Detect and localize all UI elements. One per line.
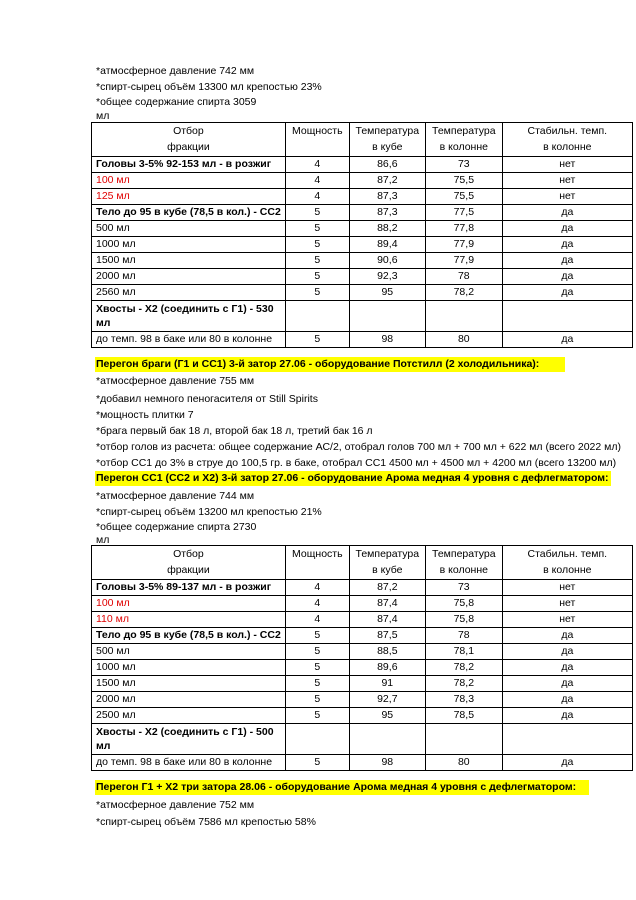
cube-temp-cell: 87,3	[349, 205, 425, 221]
table-row-tails	[92, 724, 633, 755]
cube-temp-cell: 92,3	[349, 269, 425, 285]
power-cell: 5	[285, 332, 349, 348]
fraction-cell: 100 мл	[92, 596, 286, 612]
tails-cell: Хвосты - Х2 (соединить с Г1) - 530 мл	[92, 301, 286, 332]
fraction-cell: 110 мл	[92, 612, 286, 628]
header-column-temp: Температура в колонне	[425, 546, 502, 580]
table-row	[92, 644, 633, 660]
stable-cell: да	[502, 221, 632, 237]
table-row-last	[92, 755, 633, 771]
stable-cell: да	[502, 269, 632, 285]
power-cell: 5	[285, 708, 349, 724]
section-title-aroma-2: Перегон Г1 + Х2 три затора 28.06 - оборудование Арома медная 4 уровня с дефлегматором:	[95, 780, 589, 795]
fraction-cell: 500 мл	[92, 644, 286, 660]
cube-temp-cell: 87,4	[349, 612, 425, 628]
fraction-cell: Головы 3-5% 92-153 мл - в розжиг	[92, 157, 286, 173]
power-cell: 5	[285, 221, 349, 237]
cube-temp-cell: 89,4	[349, 237, 425, 253]
stable-cell: да	[502, 237, 632, 253]
table-row	[92, 708, 633, 724]
table-row	[92, 205, 633, 221]
power-cell: 5	[285, 205, 349, 221]
stable-cell: да	[502, 676, 632, 692]
power-cell: 4	[285, 580, 349, 596]
table-row-last	[92, 332, 633, 348]
cube-temp-cell: 90,6	[349, 253, 425, 269]
fraction-cell: 1000 мл	[92, 660, 286, 676]
column-temp-cell: 77,9	[425, 237, 502, 253]
cube-temp-cell: 87,5	[349, 628, 425, 644]
power-cell: 5	[285, 644, 349, 660]
fraction-cell: 1500 мл	[92, 676, 286, 692]
power-cell: 5	[285, 692, 349, 708]
note-pressure-2: *атмосферное давление 755 мм	[96, 375, 255, 387]
stable-cell: нет	[502, 173, 632, 189]
cube-temp-cell: 98	[349, 332, 425, 348]
fraction-cell: 1500 мл	[92, 253, 286, 269]
column-temp-cell: 78,1	[425, 644, 502, 660]
column-temp-cell: 75,8	[425, 612, 502, 628]
power-cell: 4	[285, 596, 349, 612]
stable-cell: да	[502, 253, 632, 269]
header-cube-temp: Температура в кубе	[349, 123, 425, 157]
power-cell: 5	[285, 755, 349, 771]
fraction-cell: 100 мл	[92, 173, 286, 189]
note-raw-volume-4: *спирт-сырец объём 7586 мл крепостью 58%	[96, 816, 316, 828]
fraction-cell: Головы 3-5% 89-137 мл - в розжиг	[92, 580, 286, 596]
stable-cell: да	[502, 708, 632, 724]
note-raw-volume-1: *спирт-сырец объём 13300 мл крепостью 23%	[96, 81, 322, 93]
cube-temp-cell: 89,6	[349, 660, 425, 676]
power-cell: 5	[285, 285, 349, 301]
note-antifoam: *добавил немного пеногасителя от Still Spirits	[96, 393, 318, 405]
distillation-table-2	[91, 545, 633, 771]
header-stable-temp: Стабильн. темп. в колонне	[502, 123, 632, 157]
table-row	[92, 157, 633, 173]
fraction-cell: Тело до 95 в кубе (78,5 в кол.) - СС2	[92, 628, 286, 644]
stable-cell: да	[502, 205, 632, 221]
header-fraction: Отбор фракции	[92, 546, 286, 580]
note-alcohol-unit-3: мл	[96, 534, 110, 546]
stable-cell: да	[502, 644, 632, 660]
note-wash-tanks: *брага первый бак 18 л, второй бак 18 л, третий бак 16 л	[96, 425, 373, 437]
cube-temp-cell: 87,2	[349, 580, 425, 596]
section-title-aroma-1: Перегон СС1 (СС2 и Х2) 3-й затор 27.06 - оборудование Арома медная 4 уровня с дефлегматором:	[95, 471, 611, 486]
power-cell: 4	[285, 157, 349, 173]
note-alcohol-total-1: *общее содержание спирта 3059	[96, 96, 257, 108]
stable-cell: да	[502, 628, 632, 644]
header-cube-temp: Температура в кубе	[349, 546, 425, 580]
note-alcohol-unit-1: мл	[96, 110, 110, 122]
fraction-cell: 500 мл	[92, 221, 286, 237]
note-power: *мощность плитки 7	[96, 409, 194, 421]
table-row	[92, 269, 633, 285]
header-power: Мощность	[285, 123, 349, 157]
power-cell: 4	[285, 173, 349, 189]
note-pressure-4: *атмосферное давление 752 мм	[96, 799, 255, 811]
table-header-row	[92, 123, 633, 157]
table-body	[92, 157, 633, 301]
table-row-tails	[92, 301, 633, 332]
power-cell: 5	[285, 253, 349, 269]
cube-temp-cell: 87,3	[349, 189, 425, 205]
header-fraction: Отбор фракции	[92, 123, 286, 157]
cube-temp-cell: 87,4	[349, 596, 425, 612]
cube-temp-cell: 91	[349, 676, 425, 692]
stable-cell: нет	[502, 580, 632, 596]
fraction-cell: Тело до 95 в кубе (78,5 в кол.) - СС2	[92, 205, 286, 221]
table-header-row	[92, 546, 633, 580]
table-row	[92, 580, 633, 596]
cube-temp-cell: 88,5	[349, 644, 425, 660]
power-cell: 4	[285, 189, 349, 205]
column-temp-cell: 78,2	[425, 676, 502, 692]
fraction-cell: до темп. 98 в баке или 80 в колонне	[92, 332, 286, 348]
header-power: Мощность	[285, 546, 349, 580]
note-cc1-collection: *отбор СС1 до 3% в струе до 100,5 гр. в баке, отобрал СС1 4500 мл + 4500 мл + 4200 мл (всего 13200 мл)	[96, 457, 617, 469]
table-row	[92, 596, 633, 612]
note-raw-volume-3: *спирт-сырец объём 13200 мл крепостью 21%	[96, 506, 322, 518]
cube-temp-cell: 95	[349, 708, 425, 724]
stable-cell: нет	[502, 189, 632, 205]
table-body	[92, 580, 633, 724]
note-heads-calc: *отбор голов из расчета: общее содержание АС/2, отобрал голов 700 мл + 700 мл + 622 мл (всего 2022 мл)	[96, 441, 621, 453]
power-cell: 5	[285, 660, 349, 676]
cube-temp-cell: 95	[349, 285, 425, 301]
power-cell: 5	[285, 628, 349, 644]
table-row	[92, 660, 633, 676]
note-pressure-1: *атмосферное давление 742 мм	[96, 65, 255, 77]
column-temp-cell: 75,5	[425, 173, 502, 189]
column-temp-cell: 73	[425, 580, 502, 596]
table-row	[92, 237, 633, 253]
fraction-cell: до темп. 98 в баке или 80 в колонне	[92, 755, 286, 771]
table-row	[92, 676, 633, 692]
stable-cell: нет	[502, 157, 632, 173]
stable-cell: да	[502, 660, 632, 676]
power-cell: 4	[285, 612, 349, 628]
column-temp-cell: 78	[425, 628, 502, 644]
note-pressure-3: *атмосферное давление 744 мм	[96, 490, 255, 502]
power-cell: 5	[285, 676, 349, 692]
power-cell: 5	[285, 269, 349, 285]
stable-cell: да	[502, 332, 632, 348]
column-temp-cell: 78,2	[425, 660, 502, 676]
table-row	[92, 173, 633, 189]
column-temp-cell: 80	[425, 755, 502, 771]
column-temp-cell: 75,8	[425, 596, 502, 612]
table-row	[92, 189, 633, 205]
column-temp-cell: 77,8	[425, 221, 502, 237]
fraction-cell: 2560 мл	[92, 285, 286, 301]
section-title-potstill: Перегон браги (Г1 и СС1) 3-й затор 27.06 - оборудование Потстилл (2 холодильника):	[95, 357, 565, 372]
cube-temp-cell: 98	[349, 755, 425, 771]
column-temp-cell: 78,2	[425, 285, 502, 301]
stable-cell: да	[502, 692, 632, 708]
cube-temp-cell: 88,2	[349, 221, 425, 237]
stable-cell: нет	[502, 596, 632, 612]
stable-cell: нет	[502, 612, 632, 628]
column-temp-cell: 78,3	[425, 692, 502, 708]
note-alcohol-total-3: *общее содержание спирта 2730	[96, 521, 257, 533]
distillation-table-1	[91, 122, 633, 348]
column-temp-cell: 78	[425, 269, 502, 285]
stable-cell: да	[502, 755, 632, 771]
fraction-cell: 2500 мл	[92, 708, 286, 724]
fraction-cell: 2000 мл	[92, 269, 286, 285]
table-row	[92, 628, 633, 644]
column-temp-cell: 77,5	[425, 205, 502, 221]
table-row	[92, 285, 633, 301]
table-row	[92, 692, 633, 708]
table-row	[92, 221, 633, 237]
cube-temp-cell: 92,7	[349, 692, 425, 708]
column-temp-cell: 78,5	[425, 708, 502, 724]
cube-temp-cell: 87,2	[349, 173, 425, 189]
table-row	[92, 253, 633, 269]
fraction-cell: 125 мл	[92, 189, 286, 205]
fraction-cell: 2000 мл	[92, 692, 286, 708]
column-temp-cell: 77,9	[425, 253, 502, 269]
stable-cell: да	[502, 285, 632, 301]
header-stable-temp: Стабильн. темп. в колонне	[502, 546, 632, 580]
column-temp-cell: 73	[425, 157, 502, 173]
header-column-temp: Температура в колонне	[425, 123, 502, 157]
fraction-cell: 1000 мл	[92, 237, 286, 253]
table-row	[92, 612, 633, 628]
tails-cell: Хвосты - Х2 (соединить с Г1) - 500 мл	[92, 724, 286, 755]
column-temp-cell: 80	[425, 332, 502, 348]
cube-temp-cell: 86,6	[349, 157, 425, 173]
column-temp-cell: 75,5	[425, 189, 502, 205]
power-cell: 5	[285, 237, 349, 253]
